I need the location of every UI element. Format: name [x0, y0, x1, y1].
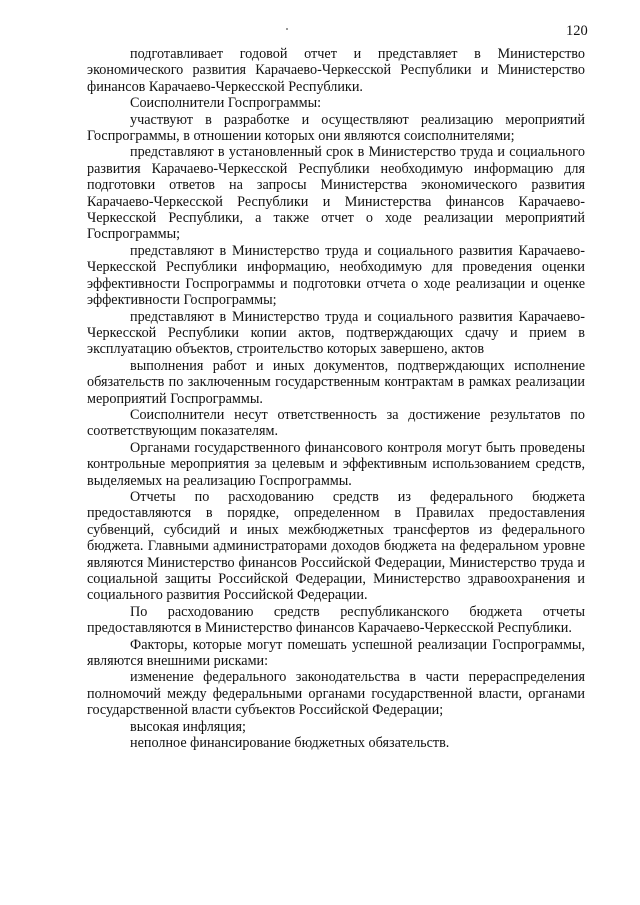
paragraph-6: представляют в Министерство труда и социального развития Карачаево-Черкесской Республики копии актов, подтверждающих сдачу и прием в эксплуатацию объектов, строительство которых завершено, актов [87, 308, 585, 358]
paragraph-12: Факторы, которые могут помешать успешной реализации Госпрограммы, являются внешними рисками: [87, 636, 585, 670]
paragraph-11: По расходованию средств республиканского бюджета отчеты предоставляются в Министерство финансов Карачаево-Черкесской Республики. [87, 603, 585, 637]
paragraph-8: Соисполнители несут ответственность за достижение результатов по соответствующим показателям. [87, 406, 585, 440]
scan-dot [286, 28, 288, 30]
paragraph-9: Органами государственного финансового контроля могут быть проведены контрольные мероприятия за целевым и эффективным использованием средств, выделяемых на реализацию Госпрограммы. [87, 439, 585, 489]
paragraph-10: Отчеты по расходованию средств из федерального бюджета предоставляются в порядке, определенном в Правилах предоставления субвенций, субсидий и иных межбюджетных трансфертов из федерального бюджета. Главными администраторами доходов бюджета на федеральном уровне являются Министерство финансов Российской Федерации, Министерство труда и социальной защиты Российской Федерации, Министерство здравоохранения и социального развития Российской Федерации. [87, 488, 585, 604]
paragraph-2: Соисполнители Госпрограммы: [130, 95, 322, 112]
paragraph-3: участвуют в разработке и осуществляют реализацию мероприятий Госпрограммы, в отношении которых они являются соисполнителями; [87, 111, 585, 145]
paragraph-14: высокая инфляция; [130, 718, 246, 735]
paragraph-7: выполнения работ и иных документов, подтверждающих исполнение обязательств по заключенным государственным контрактам в рамках реализации мероприятий Госпрограммы. [87, 357, 585, 407]
page-number: 120 [566, 23, 588, 39]
paragraph-4: представляют в установленный срок в Министерство труда и социального развития Карачаево-Черкесской Республики необходимую информацию для подготовки ответов на запросы Министерства экономического развития Карачаево-Черкесской Республики и Министерства финансов Карачаево-Черкесской Республики, а также отчет о ходе реализации мероприятий Госпрограммы; [87, 144, 585, 243]
body-text [87, 46, 585, 751]
paragraph-13: изменение федерального законодательства в части перераспределения полномочий между федеральными органами государственной власти, органами государственной власти субъектов Российской Федерации; [87, 669, 585, 719]
paragraph-1: подготавливает годовой отчет и представляет в Министерство экономического развития Карачаево-Черкесской Республики и Министерство финансов Карачаево-Черкесской Республики. [87, 46, 585, 95]
paragraph-15: неполное финансирование бюджетных обязательств. [130, 735, 450, 752]
paragraph-5: представляют в Министерство труда и социального развития Карачаево-Черкесской Республики информацию, необходимую для проведения оценки эффективности Госпрограммы и подготовки отчета о ходе реализации и оценке эффективности Госпрограммы; [87, 242, 585, 309]
